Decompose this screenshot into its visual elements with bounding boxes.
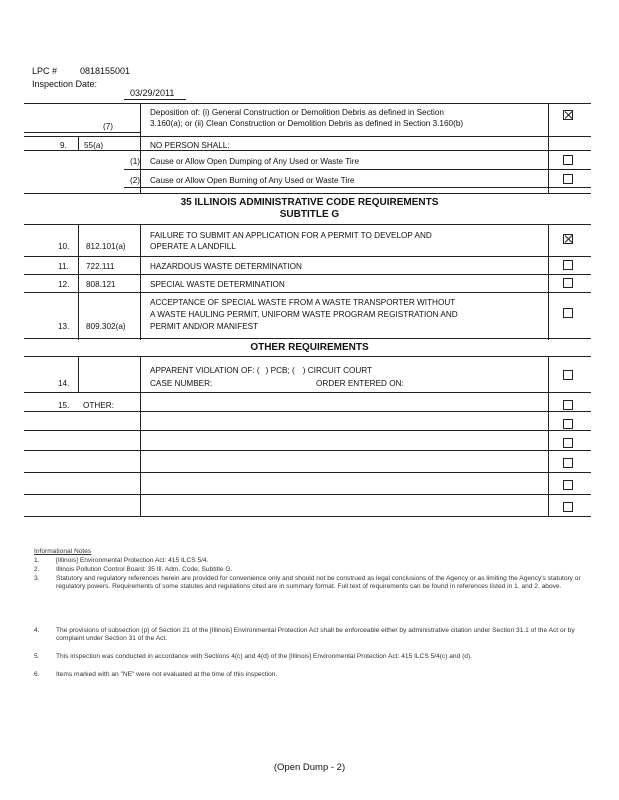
row9-1-checkbox[interactable] [563, 155, 573, 165]
other-title: OTHER REQUIREMENTS [250, 342, 369, 353]
row14-checkbox[interactable] [563, 370, 573, 380]
other-blank-checkbox-5[interactable] [563, 502, 573, 512]
other-blank-checkbox-4[interactable] [563, 480, 573, 490]
row13-line1: ACCEPTANCE OF SPECIAL WASTE FROM A WASTE TRANSPORTER WITHOUT [150, 298, 456, 307]
row9-2-sub: (2) [130, 176, 141, 185]
row10-section: 812.101(a) [86, 242, 126, 251]
row7-line1: Deposition of: (i) General Construction or Demolition Debris as defined in Section [150, 108, 444, 117]
row14-number: 14. [58, 379, 70, 388]
row12-section: 808.121 [86, 280, 116, 289]
row15-label: OTHER: [83, 401, 114, 410]
row7-checkbox[interactable] [563, 110, 573, 120]
row11-section: 722.111 [86, 262, 115, 271]
row13-checkbox[interactable] [563, 308, 573, 318]
row12-checkbox[interactable] [563, 278, 573, 288]
row13-number: 13. [58, 322, 70, 331]
row9-section: 55(a) [84, 141, 104, 150]
iac-title-line2: SUBTITLE G [279, 209, 340, 220]
row10-line2: OPERATE A LANDFILL [150, 242, 236, 251]
row15-number: 15. [58, 401, 70, 410]
row7-sub: (7) [103, 122, 114, 131]
row14-violation-label: APPARENT VIOLATION OF: ( ) PCB; ( ) CIRCUIT COURT [150, 366, 373, 375]
inspection-date-label: Inspection Date: [32, 79, 98, 89]
lpc-label: LPC # [32, 66, 58, 76]
row11-text: HAZARDOUS WASTE DETERMINATION [150, 262, 302, 271]
iac-title-line1: 35 ILLINOIS ADMINISTRATIVE CODE REQUIREMENTS [180, 197, 439, 208]
row13-line2: A WASTE HAULING PERMIT, UNIFORM WASTE PROGRAM REGISTRATION AND [150, 310, 458, 319]
page-footer: (Open Dump - 2) [273, 762, 346, 773]
row9-2-text: Cause or Allow Open Burning of Any Used or Waste Tire [150, 176, 355, 185]
row10-number: 10. [58, 242, 70, 251]
other-blank-checkbox-2[interactable] [563, 438, 573, 448]
row12-text: SPECIAL WASTE DETERMINATION [150, 280, 285, 289]
row11-checkbox[interactable] [563, 260, 573, 270]
row12-number: 12. [58, 280, 70, 289]
row14-case-label: CASE NUMBER: [150, 379, 213, 388]
other-blank-checkbox-3[interactable] [563, 458, 573, 468]
row9-1-sub: (1) [130, 157, 141, 166]
other-blank-checkbox-1[interactable] [563, 419, 573, 429]
row14-order-label: ORDER ENTERED ON: [316, 379, 404, 388]
row13-line3: PERMIT AND/OR MANIFEST [150, 322, 259, 331]
row9-2-checkbox[interactable] [563, 174, 573, 184]
inspection-date-value: 03/29/2011 [130, 88, 175, 98]
row11-number: 11. [58, 262, 69, 271]
informational-notes: Informational Notes 1. [Illinois] Environmental Protection Act: 415 ILCS 5/4. 2. Illinois Pollution Control Board: 35 Ill. Adm. Code, Subtitle G. 3. Statutory and regulatory references herein are provided for convenience only and should not be construed as legal conclusions of the Agency or as limiting the Agency's statutory or regulatory powers. Requirements of some statutes and regulations cited are in summary format. Full text of requirements can be found in references listed in 1. and 2. above. 4. The provisions of subsection (p) of Section 21 of the [Illinois] Environmental Protection Act shall be enforceable either by administrative citation under Section 31.1 of the Act or by complaint under Section 31 of the Act. 5. This inspection was conducted in accordance with Sections 4(c) and 4(d) of the [Illinois] Environmental Protection Act: 415 ILCS 5/4(c) and (d). 6. Items marked with an "NE" were not evaluated at the time of this inspection. [34, 548, 581, 678]
lpc-value: 0818155001 [80, 66, 131, 76]
row15-checkbox[interactable] [563, 400, 573, 410]
row9-1-text: Cause or Allow Open Dumping of Any Used or Waste Tire [150, 157, 360, 166]
row9-text: NO PERSON SHALL: [150, 141, 230, 150]
row7-line2: 3.160(a); or (ii) Clean Construction or Demolition Debris as defined in Section 3.160(b) [150, 119, 464, 128]
row10-checkbox[interactable] [563, 234, 573, 244]
row9-number: 9. [60, 141, 67, 150]
notes-heading: Informational Notes [34, 548, 92, 555]
row13-section: 809.302(a) [86, 322, 126, 331]
row10-line1: FAILURE TO SUBMIT AN APPLICATION FOR A PERMIT TO DEVELOP AND [150, 231, 432, 240]
